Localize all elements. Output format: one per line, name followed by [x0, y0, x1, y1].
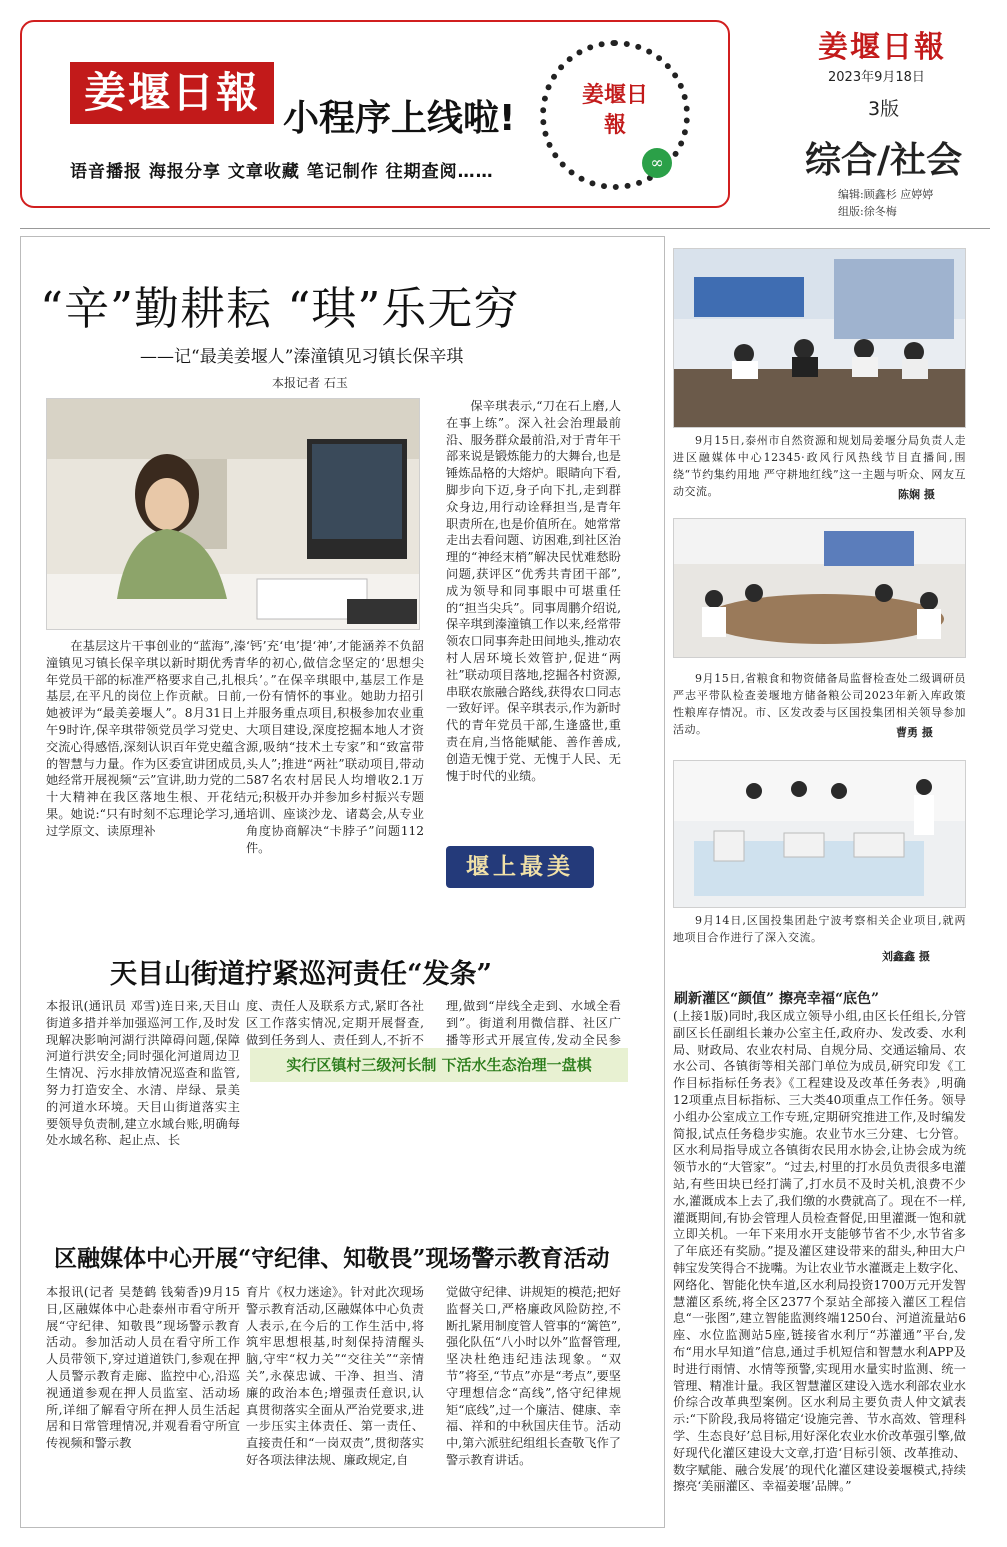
- article1-column-1: 在基层这片干事创业的“蓝海”,溱潼镇见习镇长保辛琪以新时期优秀青年党员干部的标准严格要求自己,扎根基层,在平凡的岗位上作贡献。日前,她被评为“最美姜堰人”。8月31日上午9时许,保辛琪带领党员学习党史、交流心得感悟,深刻认识百年党史蕴含的智慧与力量。作为区委宣讲团成员,她经常开展视频“云”宣讲,助力党的二十大精神在我区落地生根、开花结果。她说:“只有时刻不忘理论学习,通过学原文、读原理补: [46, 639, 246, 838]
- article4-title[interactable]: 刷新灌区“颜值” 擦亮幸福“底色”: [674, 991, 880, 1007]
- photo3-caption: 9月14日,区国投集团赴宁波考察相关企业项目,就两地项目合作进行了深入交流。: [673, 914, 966, 944]
- article2-column-1: 本报讯(通讯员 邓雪)连日来,天目山街道多措并举加强巡河工作,及时发现解决影响河湖行洪障碍问题,保障河道行洪安全;同时强化河道周边卫生情况、污水排放情况巡查和监管,努力打造安全、水清、岸绿、景美的河道水环境。天目山街道落实主要领导负责制,建立水域台账,明确每处水域名称、起止点、长: [46, 999, 240, 1148]
- section-title: 综合/社会: [805, 139, 963, 181]
- banner-features: 语音播报 海报分享 文章收藏 笔记制作 往期查阅……: [70, 162, 494, 182]
- issue-date: 2023年9月18日: [828, 70, 925, 85]
- photo1-credit: 陈娴 摄: [898, 488, 935, 501]
- article3-column-2: 育片《权力迷途》。针对此次现场警示教育活动,区融媒体中心负责人表示,在今后的工作生活中,将筑牢思想根基,时刻保持清醒头脑,守牢“权力关”“交往关”“亲情关”,永葆忠诚、干净、担当、清廉的政治本色;增强责任意识,认真贯彻落实全面从严治党要求,进一步压实主体责任、第一责任、直接责任和“一岗双责”,贯彻落实好各项法律法规、廉政规定,自: [246, 1285, 424, 1467]
- page-number: 3版: [868, 98, 900, 120]
- editor-credits: [838, 186, 933, 220]
- article3-column-3: 觉做守纪律、讲规矩的模范;把好监督关口,严格廉政风险防控,不断扎紧用制度管人管事的“篱笆”,强化队伍“八小时以外”监督管理,坚决杜绝违纪违法现象。“双节”将至,“节点”亦是“考点”,要坚守理想信念“高线”,恪守纪律规矩“底线”,过一个廉洁、健康、幸福、祥和的中秋国庆佳节。活动中,第六派驻纪组组长查敬飞作了警示教育讲话。: [446, 1285, 621, 1467]
- article3-title[interactable]: 区融媒体中心开展“守纪律、知敬畏”现场警示教育活动: [54, 1245, 610, 1272]
- photo1-caption: 9月15日,泰州市自然资源和规划局姜堰分局负责人走进区融媒体中心12345·政风行风热线节目直播间,围绕“节约集约用地 严守耕地红线”这一主题与听众、网友互动交流。: [673, 434, 966, 498]
- article2-column-2: 度、责任人及联系方式,紧盯各社区工作落实情况,定期开展督查,做到任务到人、责任到人,不折不: [246, 999, 424, 1047]
- photo2-credit: 曹勇 摄: [896, 726, 933, 739]
- photo3-credit: 刘鑫鑫 摄: [882, 950, 930, 963]
- beauty-column-badge: 堰上最美: [446, 846, 594, 888]
- river-chief-slogan: 实行区镇村三级河长制 下活水生态治理一盘棋: [250, 1048, 628, 1082]
- article1-byline: 本报记者 石玉: [272, 376, 348, 390]
- editors-line: 编辑:顾鑫杉 应婷婷: [838, 188, 934, 201]
- article3-column-1: 本报讯(记者 吴楚鹤 钱菊香)9月15日,区融媒体中心赴泰州市看守所开展“守纪律、知敬畏”现场警示教育活动。参加活动人员在看守所工作人员带领下,穿过道道铁门,参观在押人员警示教育走廊、监控中心,沿巡视通道参观在押人员监室、活动场所,详细了解看守所在押人员生活起居和日常管理情况,并观看看守所宣传视频和警示教: [46, 1285, 240, 1451]
- article4-body: (上接1版)同时,我区成立领导小组,由区长任组长,分管副区长任副组长兼办公室主任,政府办、发改委、水利局、财政局、农业农村局、自规分局、交通运输局、农水公司、各镇街等相关部门单位为成员,研究印发《工作目标指标任务表》《工程建设及改革任务表》,明确12项重点目标指标、三大类40项重点工作任务。领导小组办公室成立工作专班,定期研究推进工作,及时编发简报,试点任务稳步实施。农业节水三分建、七分管。区水利局指导成立各镇街农民用水协会,让协会成为统领节水的“大管家”。“过去,村里的打水员负责很多电灌站,有些田块已经打满了,打水员不及时关机,浪费不少水,灌溉成本上去了,我们缴的水费就高了。现在不一样,灌溉期间,有协会管理人员检查督促,田里灌溉一饱和就立即关机。一年下来用水开支能够节省不少,水节省多了年底还有奖励。”提及灌区建设带来的甜头,种田大户韩宝发笑得合不拢嘴。为让农业节水灌溉走上数字化、网络化、智能化快车道,区水利局投资1700万元开发智慧灌区系统,将全区2377个泵站全部接入灌区工程信息“一张图”,建立智能监测终端1250台、河道流量站6座、水位监测站5座,链接省水利厅“苏灌通”平台,发布“用水早知道”信息,通过手机短信和智慧水利APP及时进行雨情、水情等预警,实现用水量实时监测、统一管理、精准计量。我区智慧灌区建设入选水利部农业水价综合改革典型案例。区水利局主要负责人仲文斌表示:“下阶段,我局将锚定‘设施完善、节水高效、管理科学、生态良好’总目标,用好深化农业水价改革强引擎,做好现代化灌区建设大文章,打造‘目标引领、改革推动、数字赋能、融合发展’的现代化灌区建设姜堰模式,持续擦亮‘美丽灌区、幸福姜堰’品牌。”: [673, 1009, 966, 1494]
- masthead-logo: 姜堰日報: [818, 30, 946, 65]
- article1-title[interactable]: “辛”勤耕耘 “琪”乐无穷: [40, 282, 520, 335]
- photo2-caption: 9月15日,省粮食和物资储备局监督检查处二级调研员严志平带队检查姜堰地方储备粮公司2023年新入库政策性粮库存情况。市、区发改委与区国投集团相关领导参加活动。: [673, 672, 966, 736]
- header-rule: [20, 228, 990, 229]
- article1-subtitle: ——记“最美姜堰人”溱潼镇见习镇长保辛琪: [140, 347, 464, 367]
- article1-photo: [46, 398, 420, 630]
- layout-line: 组版:徐冬梅: [838, 205, 897, 218]
- mini-program-icon: ∞: [642, 148, 672, 178]
- photo-broadcast-studio: [673, 248, 966, 428]
- article1-column-2: ‘钙’充‘电’提‘神’,才能涵养不负韶华的初心,做信念坚定的‘思想尖兵’。”在保辛琪眼中,基层工作是一份有情怀的事业。她助力招引并服务重点项目,积极参加农业重大项目建设,深度挖掘本地人才资源,吸纳“技术土专家”和“致富带头人”;推进“两社”联动项目,带动587名农村居民人均增收2.1万元;积极开办并参加乡村振兴专题培训、座谈沙龙、诸葛会,从专业角度协商解决“卡脖子”问题112件。: [246, 639, 424, 855]
- photo-project-model: [673, 760, 966, 908]
- qr-logo: 姜堰日報: [581, 82, 648, 138]
- article2-column-3: 理,做到“岸线全走到、水域全看到”。街道利用微信群、社区广播等形式开展宣传,发动全民参: [446, 999, 621, 1047]
- banner-logo: 姜堰日報: [70, 62, 274, 124]
- photo-inspection-meeting: [673, 518, 966, 658]
- article2-title[interactable]: 天目山街道拧紧巡河责任“发条”: [110, 959, 493, 990]
- banner-headline: 小程序上线啦!: [283, 98, 516, 139]
- article1-column-3: 保辛琪表示,“刀在石上磨,人在事上练”。深入社会治理最前沿、服务群众最前沿,对于青年干部来说是锻炼能力的大舞台,也是锤炼品格的大熔炉。眼睛向下看,脚步向下迈,身子向下扎,走到群众身边,用行动诠释担当,是青年职责所在,也是价值所在。她常常走出去看问题、访困难,到社区治理的“神经末梢”解决民忧难愁盼问题,获评区“优秀共青团干部”,成为领导和同事眼中可堪重任的“担当尖兵”。同事周鹏介绍说,保辛琪到溱潼镇工作以来,经常带领农口同事奔赴田间地头,推动农村人居环境长效管护,促进“两社”联动项目落地,挖掘各村资源,串联农旅融合路线,获得农口同志一致好评。保辛琪表示,作为新时代的青年党员干部,生逢盛世,重责在肩,当恪能赋能、善作善成,创造无愧于党、无愧于人民、无愧于时代的业绩。: [446, 399, 621, 783]
